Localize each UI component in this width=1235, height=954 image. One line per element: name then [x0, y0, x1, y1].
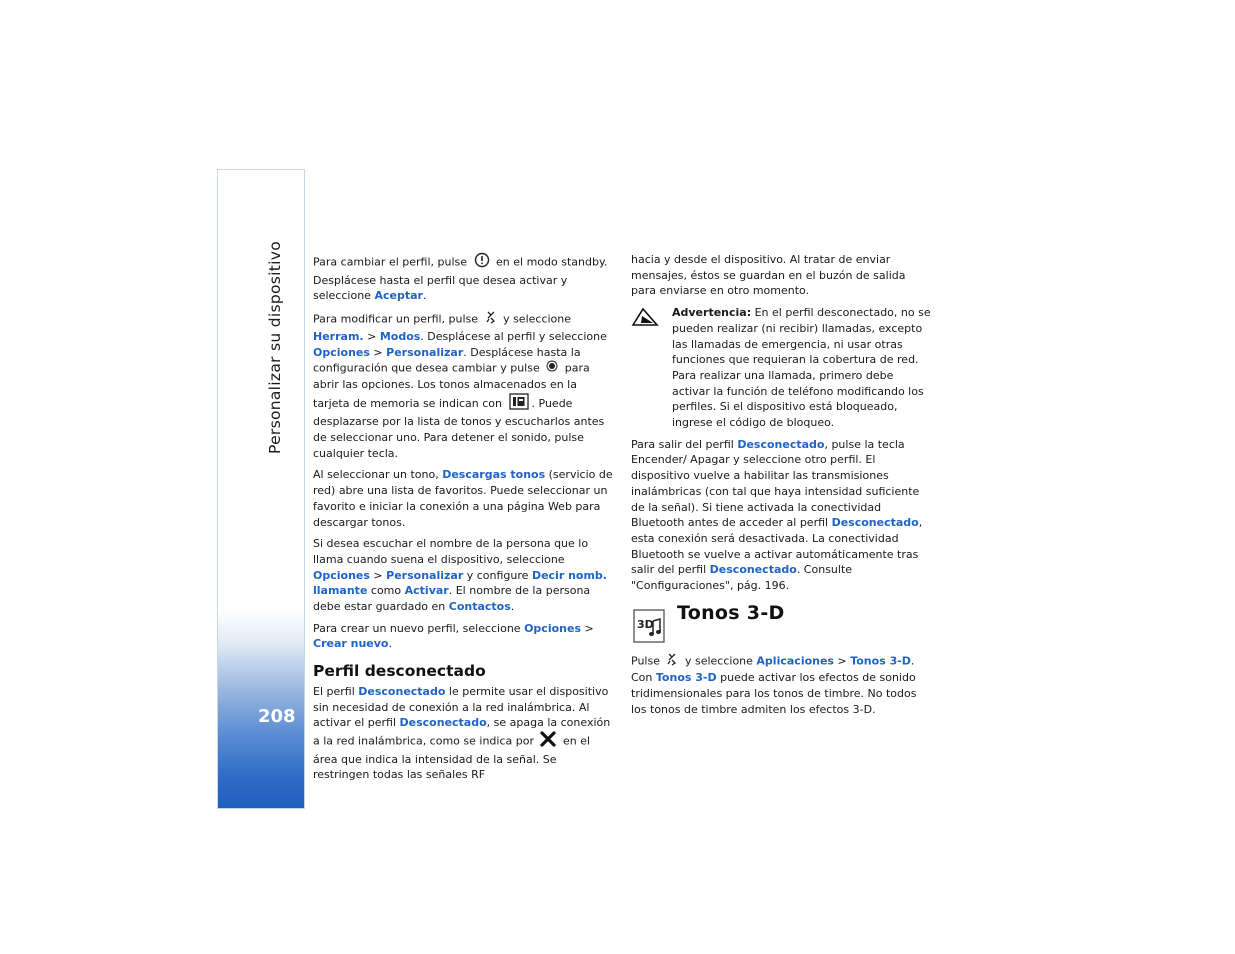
paragraph-change-profile	[313, 252, 615, 304]
text: Para modificar un perfil, pulse	[313, 312, 479, 326]
text: para abrir las opciones. Los tonos almacenados en la tarjeta de memoria se indican con	[313, 361, 590, 410]
text: .	[910, 654, 915, 668]
link-tonos-3d[interactable]: Tonos 3-D	[655, 671, 717, 685]
link-desconectado[interactable]: Desconectado	[737, 437, 825, 451]
text: Para crear un nuevo perfil, seleccione	[313, 621, 521, 635]
text: . Consulte "Configuraciones", pág. 196.	[631, 563, 853, 593]
tones-3d-icon	[633, 609, 665, 643]
text: . Puede desplazarse por la lista de tonos y escucharlos antes de seleccionar uno. Para detener el sonido, pulse cualquier tecla.	[313, 396, 605, 460]
text: , se apaga la conexión a la red inalámbrica, como se indica por	[313, 716, 611, 748]
paragraph-offline-profile	[313, 684, 615, 783]
warning-label: Advertencia:	[672, 306, 752, 320]
text: Para salir del perfil	[631, 437, 734, 451]
link-personalizar[interactable]: Personalizar	[386, 345, 464, 359]
text: y seleccione	[503, 312, 572, 326]
text: , pulse la tecla Encender/ Apagar y seleccione otro perfil. El dispositivo vuelve a habilitar las transmisiones inalámbricas (con tal que haya intensidad suficiente de la señal). Si tiene activada la conectividad Bluetooth antes de acceder al perfil	[631, 437, 920, 530]
text: >	[373, 568, 383, 582]
text: Pulse	[631, 654, 660, 668]
link-opciones[interactable]: Opciones	[313, 345, 370, 359]
paragraph-tonos-3d	[631, 652, 933, 718]
text: Si desea escuchar el nombre de la persona que lo llama cuando suena el dispositivo, seleccione	[313, 537, 589, 566]
link-desconectado[interactable]: Desconectado	[709, 563, 797, 577]
page-number: 208	[258, 706, 296, 727]
link-opciones[interactable]: Opciones	[524, 621, 581, 635]
text: Al seleccionar un tono,	[313, 468, 439, 482]
link-herram[interactable]: Herram.	[313, 329, 364, 343]
paragraph-continuation: hacia y desde el dispositivo. Al tratar de enviar mensajes, éstos se guardan en el buzón de salida para enviarse en otro momento.	[631, 253, 906, 298]
menu-key-icon	[485, 310, 497, 329]
tones-3d-icon-label: 3D	[637, 617, 654, 631]
link-tonos-3d[interactable]: Tonos 3-D	[850, 654, 911, 668]
text: El perfil	[313, 684, 355, 698]
paragraph-caller-name	[313, 536, 615, 615]
text: como	[370, 584, 402, 598]
link-aplicaciones[interactable]: Aplicaciones	[756, 654, 834, 668]
paragraph-modify-profile	[313, 310, 615, 461]
right-column	[631, 252, 933, 724]
link-activar[interactable]: Activar	[404, 584, 449, 598]
link-desconectado[interactable]: Desconectado	[399, 716, 487, 730]
joystick-icon	[546, 360, 558, 377]
link-descargas-tonos[interactable]: Descargas tonos	[442, 468, 546, 482]
section-header-tonos-3d	[631, 601, 933, 646]
link-contactos[interactable]: Contactos	[448, 600, 511, 614]
section-heading-perfil-desconectado: Perfil desconectado	[313, 662, 486, 681]
link-desconectado[interactable]: Desconectado	[831, 516, 919, 530]
link-desconectado[interactable]: Desconectado	[358, 684, 446, 698]
left-column	[313, 252, 615, 789]
paragraph-exit-offline	[631, 437, 933, 594]
text: .	[510, 600, 515, 614]
link-modos[interactable]: Modos	[379, 329, 421, 343]
text: en el modo standby. Desplácese hasta el perfil que desea activar y seleccione	[313, 255, 608, 303]
text: .	[422, 289, 427, 303]
warning-text: En el perfil desconectado, no se pueden realizar (ni recibir) llamadas, excepto las llamadas de emergencia, ni usar otras funciones que requieran la cobertura de red. Para realizar una llamada, primero debe activar la función de teléfono modificando los perfiles. Si el dispositivo está bloqueado, ingrese el código de bloqueo.	[672, 306, 931, 430]
text: y seleccione	[684, 654, 753, 668]
chapter-title: Personalizar su dispositivo	[266, 240, 284, 454]
paragraph-download-tones	[313, 467, 615, 530]
warning-icon	[631, 307, 659, 327]
link-decir-nomb-llamante[interactable]: Decir nomb. llamante	[313, 568, 607, 598]
link-personalizar[interactable]: Personalizar	[386, 568, 464, 582]
text: puede activar los efectos de sonido tridimensionales para los tonos de timbre. No todos los tonos de timbre admiten los efectos 3-D.	[631, 671, 917, 716]
section-heading-tonos-3d: Tonos 3-D	[677, 601, 785, 624]
text: Para cambiar el perfil, pulse	[313, 255, 468, 269]
text: . El nombre de la persona debe estar guardado en	[313, 584, 591, 614]
memory-card-icon	[509, 393, 529, 415]
menu-key-icon	[666, 652, 678, 671]
text: . Desplácese hasta la configuración que desea cambiar y pulse	[313, 345, 581, 375]
text: >	[584, 621, 594, 635]
paragraph-create-profile	[313, 621, 615, 652]
power-key-icon	[474, 252, 490, 273]
text: . Desplácese al perfil y seleccione	[420, 329, 607, 343]
text: .	[388, 637, 392, 651]
offline-x-icon	[540, 731, 556, 752]
text: Con	[631, 671, 653, 685]
link-aceptar[interactable]: Aceptar	[374, 289, 423, 303]
text: y configure	[466, 568, 529, 582]
text: (servicio de red) abre una lista de favoritos. Puede seleccionar un favorito e iniciar la conexión a una página Web para descargar tonos.	[313, 468, 613, 529]
warning-note	[631, 305, 933, 431]
link-opciones[interactable]: Opciones	[313, 568, 370, 582]
text: , esta conexión será desactivada. La conectividad Bluetooth se vuelve a activar automáticamente tras salir del perfil	[631, 516, 923, 577]
text: le permite usar el dispositivo sin necesidad de conexión a la red inalámbrica. Al activar el perfil	[313, 684, 609, 730]
text: >	[837, 654, 847, 668]
link-crear-nuevo[interactable]: Crear nuevo	[313, 637, 389, 651]
text: >	[367, 329, 377, 343]
text: en el área que indica la intensidad de la señal. Se restringen todas las señales RF	[313, 734, 591, 782]
text: >	[373, 345, 383, 359]
